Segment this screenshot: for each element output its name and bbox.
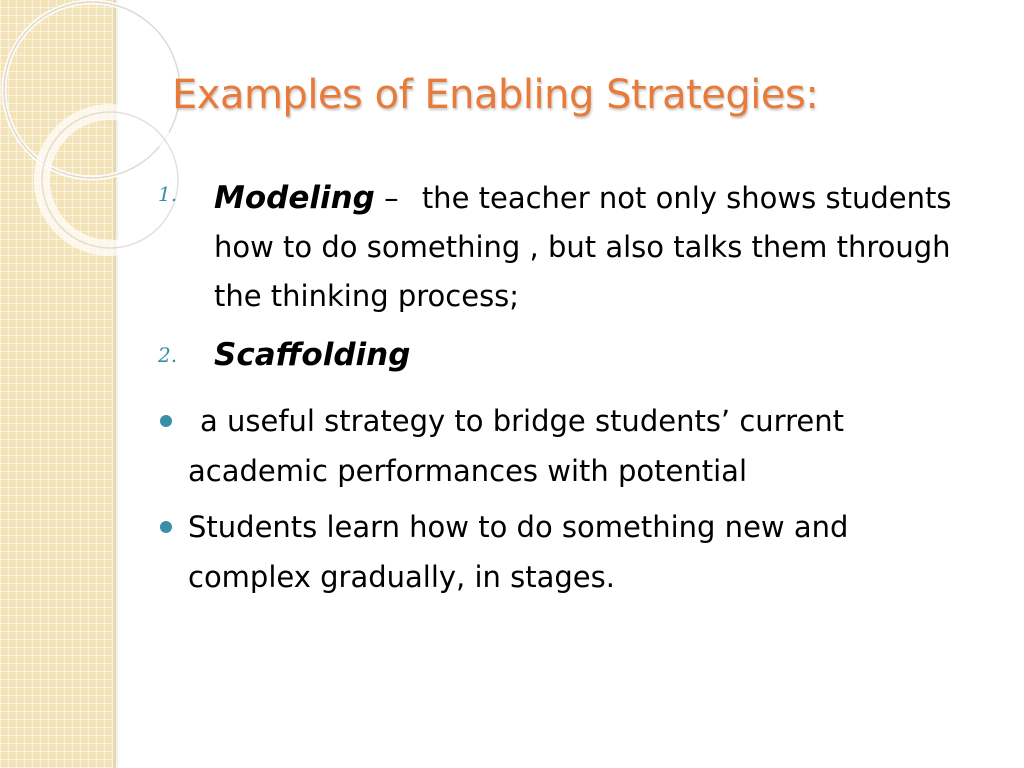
bullet-dot-icon: [160, 415, 172, 427]
item-term: Scaffolding: [214, 337, 411, 373]
slide-title: Examples of Enabling Strategies:: [172, 72, 819, 118]
item-number: 2.: [158, 343, 178, 367]
bullet-item: [158, 396, 948, 496]
item-description: the teacher not only shows students how to do something , but also talks them through the thinking process;: [214, 181, 952, 313]
item-number: 1.: [158, 182, 178, 206]
numbered-item-modeling: [158, 174, 958, 321]
bullet-item: [158, 502, 948, 602]
bullet-dot-icon: [160, 521, 172, 533]
bullet-text: a useful strategy to bridge students’ current academic performances with potential: [188, 404, 844, 488]
item-dash: –: [384, 181, 399, 215]
item-term: Modeling: [214, 180, 375, 216]
bullet-text: Students learn how to do something new and complex gradually, in stages.: [188, 510, 849, 594]
decorative-side-strip: [0, 0, 116, 768]
numbered-item-scaffolding: [158, 331, 958, 380]
